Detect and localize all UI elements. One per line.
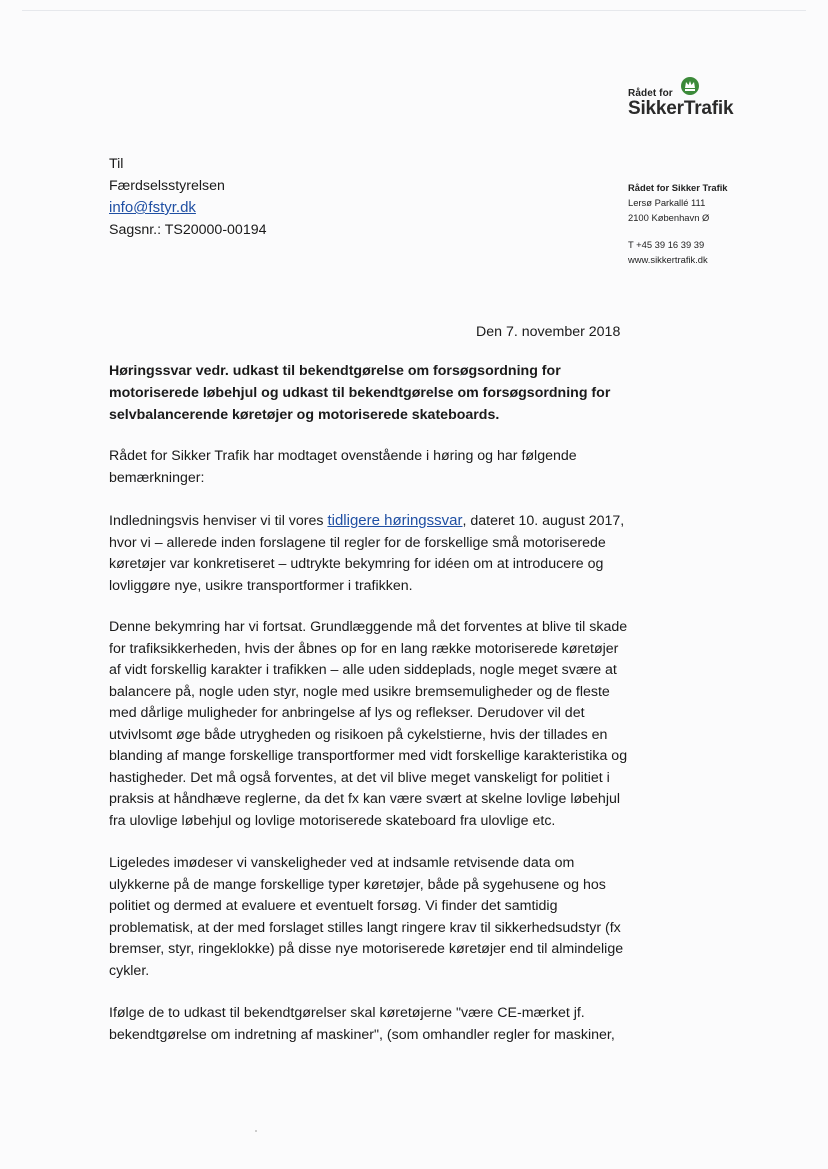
paragraph-concern: Denne bekymring har vi fortsat. Grundlæggende må det forventes at blive til skade for trafiksikkerheden, hvis der åbnes op for en lang række motoriserede køretøjer af vidt forskellig karakter i trafikken – alle uden siddeplads, nogle meget svære at balancere på, nogle uden styr, nogle med usikre bremsemuligheder og de fleste med dårlige muligheder for anbringelse af lys og reflekser. Derudover vil det utvivlsomt øge både utrygheden og risikoen på cykelstierne, hvis der tillades en blanding af mange forskellige transportformer med vidt forskellige karakteristika og hastigheder. Det må også forventes, at det vil blive meget vanskeligt for politiet i praksis at håndhæve reglerne, da det fx kan være svært at skelne lovlige løbehjul fra ulovlige løbehjul og lovlige motoriserede skateboard fra ulovlige etc.: [109, 619, 628, 829]
scan-speck: [255, 1130, 257, 1132]
sender-phone: T +45 39 16 39 39: [628, 239, 705, 250]
recipient-email-link[interactable]: info@fstyr.dk: [109, 199, 196, 216]
sender-block: [628, 180, 728, 267]
paragraph-reference: [109, 510, 629, 597]
recipient-org: Færdselsstyrelsen: [109, 178, 225, 194]
sender-city: 2100 København Ø: [628, 212, 710, 223]
recipient-to: Til: [109, 156, 124, 172]
recipient-block: [109, 153, 267, 241]
paragraph-data: Ligeledes imødeser vi vanskeligheder ved at indsamle retvisende data om ulykkerne på de mange forskellige typer køretøjer, både på sygehusene og hos politiet og dermed at evaluere et eventuelt forsøg. Vi finder det samtidig problematisk, at der med forslaget stilles langt ringere krav til sikkerhedsudstyr (fx bremser, styr, ringeklokke) på disse nye motoriserede køretøjer end til almindelige cykler.: [109, 855, 624, 979]
paragraph-ce-marking: Ifølge de to udkast til bekendtgørelser skal køretøjerne "være CE-mærket jf. bekendtgørelse om indretning af maskiner", (som omhandler regler for maskiner,: [109, 1005, 615, 1043]
sender-web: www.sikkertrafik.dk: [628, 254, 708, 265]
crown-emblem-icon: [680, 76, 700, 96]
sender-name: Rådet for Sikker Trafik: [628, 182, 728, 193]
paragraph-reference-end: , dateret 10. august 2017, hvor vi – allerede inden forslagene til regler for de forskellige små motoriserede køretøjer var konkretiseret – udtrykte bekymring for idéen om at introducere og lovliggøre nye, usikre transportformer i trafikken.: [109, 513, 625, 594]
case-number: Sagsnr.: TS20000-00194: [109, 222, 267, 238]
previous-response-link[interactable]: tidligere høringssvar: [327, 512, 463, 529]
logo-title: SikkerTrafik: [628, 98, 734, 119]
logo-subtitle: Rådet for: [628, 88, 673, 99]
sender-street: Lersø Parkallé 111: [628, 197, 706, 208]
letter-date: Den 7. november 2018: [476, 324, 621, 340]
paragraph-intro: Rådet for Sikker Trafik har modtaget ovenstående i høring og har følgende bemærkninger:: [109, 448, 577, 486]
letter-subject: Høringssvar vedr. udkast til bekendtgørelse om forsøgsordning for motoriserede løbehjul og udkast til bekendtgørelse om forsøgsordning for selvbalancerende køretøjer og motoriserede skateboards.: [109, 363, 611, 423]
paragraph-reference-start: Indledningsvis henviser vi til vores: [109, 513, 328, 529]
